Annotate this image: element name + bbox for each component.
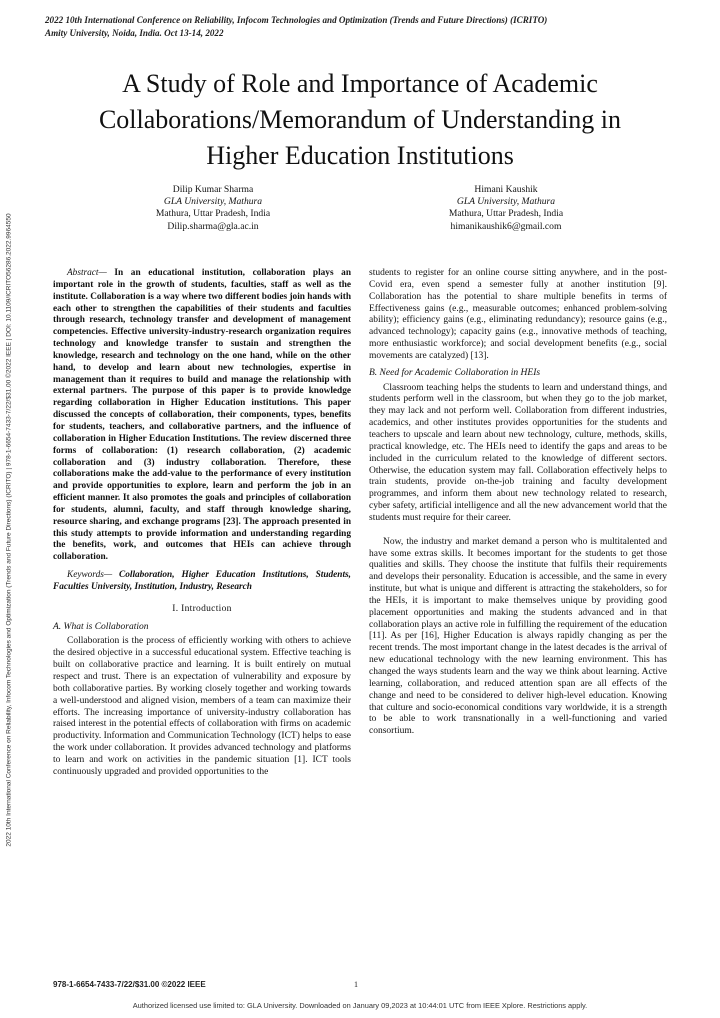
- license-notice: Authorized licensed use limited to: GLA University. Downloaded on January 09,2023 at 10:44:01 UTC from IEEE Xplore. Restrictions apply.: [132, 1001, 588, 1010]
- subsection-heading-a: A. What is Collaboration: [53, 621, 149, 632]
- doi-sidebar-text: 2022 10th International Conference on Reliability, Infocom Technologies and Optimization (Trends and Future Directions) (ICRITO) | 978-1-6654-7433-7/22/$31.00 ©2022 IEEE | DOI: 10.1109/ICRITO56286.2022.9964550: [5, 213, 13, 847]
- keywords: [53, 570, 351, 594]
- body-paragraph: students to register for an online course sitting anywhere, and in the post-Covid era, even spend a semester fully at another institution [9]. Collaboration has the potential to share multiple benefits in terms of Effectiveness gains (e.g., measurable outcomes; enhanced problem-solving ability); efficiency gains (e.g., eliminating redundancy); resource gains (e.g., advanced technology); capacity gains (e.g., innovative methods of teaching, more enthusiastic workforce); and social development benefits (e.g., social movements are catalyzed) [13].: [369, 268, 667, 361]
- conference-line-2: Amity University, Noida, India. Oct 13-14, 2022: [45, 28, 224, 38]
- abstract: [53, 268, 351, 564]
- author-block-2: [381, 184, 631, 233]
- conference-line-1: 2022 10th International Conference on Reliability, Infocom Technologies and Optimization (Trends and Future Directions) (ICRITO): [45, 15, 548, 25]
- keywords-text: Collaboration, Higher Education Institutions, Students, Faculties University, Institution, Industry, Research: [53, 570, 351, 592]
- right-column: [369, 268, 667, 742]
- author-email: Dilip.sharma@gla.ac.in: [167, 220, 259, 232]
- footer-isbn: 978-1-6654-7433-7/22/$31.00 ©2022 IEEE: [53, 980, 206, 989]
- left-column: [53, 268, 351, 783]
- author-location: Mathura, Uttar Pradesh, India: [448, 208, 564, 220]
- abstract-text: In an educational institution, collaboration plays an important role in the growth of students, faculties, staff as well as the institute. Collaboration is a way where two different bodies join hands with each other to strengthen the capabilities of their students and faculties through research, technology transfer and development of management competencies. Effective university-industry-research organization requires technology and knowledge transfer to sustain and strengthen the knowledge, research and technology on the one hand, while on the other hand, to develop and learn about new technologies, expertise in management than it requires to build and manage the relationship with external partners. The purpose of this paper is to provide knowledge regarding collaboration in Higher Education institutions. This paper discussed the concepts of collaboration, their components, types, benefits for students, teachers, and collaborative partners, and the influence of collaboration in Higher Education Institutions. The review discerned three forms of collaboration: (1) research collaboration, (2) academic collaboration and (3) industry collaboration. Therefore, these collaborations make the add-value to the performance of every institution and provide opportunities to explore, learn and perform the job in an efficient manner. It also promotes the goals and principles of collaboration for students, alumni, faculty, and staff through knowledge sharing, resource sharing, and exchange programs [23]. The approach presented in this study attempts to provide information and understanding regarding the benefits, work, and outcomes that HEIs can achieve through collaboration.: [53, 268, 351, 563]
- author-location: Mathura, Uttar Pradesh, India: [155, 208, 271, 220]
- body-paragraph: Classroom teaching helps the students to learn and understand things, and students perform well in the classroom, but when they go to the job market, they may lack and not perform well. Collaboration from different industries, academics, and other institutes provides opportunities for the students and teachers to upscale and learn about new technology, culture, methods, skills, practical knowledge, etc. The HEIs need to identify the gaps and areas to be included in the curriculum related to the knowledge of different sectors. Otherwise, the education system may fall. Collaboration effectively helps to train students, provide on-the-job training and faculty development programmes, and inform them about new technology related to research, cyber safety, artificial intelligence and all the new advancement world that the students must require for their career.: [369, 382, 667, 523]
- author-name: Himani Kaushik: [474, 184, 538, 195]
- author-email: himanikaushik6@gmail.com: [450, 220, 562, 232]
- abstract-label: Abstract—: [67, 268, 107, 278]
- author-name: Dilip Kumar Sharma: [172, 184, 254, 195]
- subsection-heading-b: B. Need for Academic Collaboration in HEIs: [369, 367, 541, 378]
- keywords-label: Keywords—: [67, 570, 113, 581]
- author-affiliation: GLA University, Mathura: [163, 196, 263, 208]
- author-block-1: [88, 184, 338, 233]
- page-number: 1: [354, 980, 358, 989]
- section-heading-introduction: I. Introduction: [172, 603, 232, 614]
- author-affiliation: GLA University, Mathura: [456, 196, 556, 208]
- conference-header: [45, 14, 685, 40]
- body-paragraph: Collaboration is the process of efficiently working with others to achieve the desired objective in a successful educational system. Effective teaching is built on collaborative practice and learning. It is built entirely on mutual respect and trust. There is an expectation of vulnerability and exposure by both collaborative parties. By working closely together and working towards a well-understood and aligned vision, members of a team can maximize their efforts. The increasing importance of university-industry collaboration has raised interest in the potential effects of collaboration with firms on academic productivity. Information and Communication Technology (ICT) helps to ease the work under collaboration. It provides advanced technology and platforms to learn and work on activities in the pandemic situation [1]. ICT tools continuously upgraded and provided opportunities to the: [53, 636, 351, 777]
- doi-sidebar: [2, 80, 16, 980]
- body-paragraph: Now, the industry and market demand a person who is multitalented and have some extras skills. It becomes important for the students to get those qualities and skills. They choose the institute that fulfils their requirements and develops their personality. Education is accessible, and the same in every institute, but what is unique and different is attracting the stakeholders, so for the HEIs, it is important to make themselves unique by providing good placement opportunities and making the students advanced and in that collaboration plays an active role in fulfilling the requirement of the education [11]. As per [16], Higher Education is always rapidly changing as per the recent trends. The most important change in the latest decades is the arrival of new educational technology with the new learning environment. This has changed the ways students learn and the way we think about learning. Active learning, collaboration, and reduced attention span are all effects of the change and need to be considered to deliver high-level education. Knowing that culture and socio-economical conditions vary worldwide, it is a strength to be able to work transnationally in a well-functioning and varied consortium.: [369, 536, 667, 737]
- paper-title: A Study of Role and Importance of Academic Collaborations/Memorandum of Understanding in Higher Education Institutions: [98, 69, 622, 170]
